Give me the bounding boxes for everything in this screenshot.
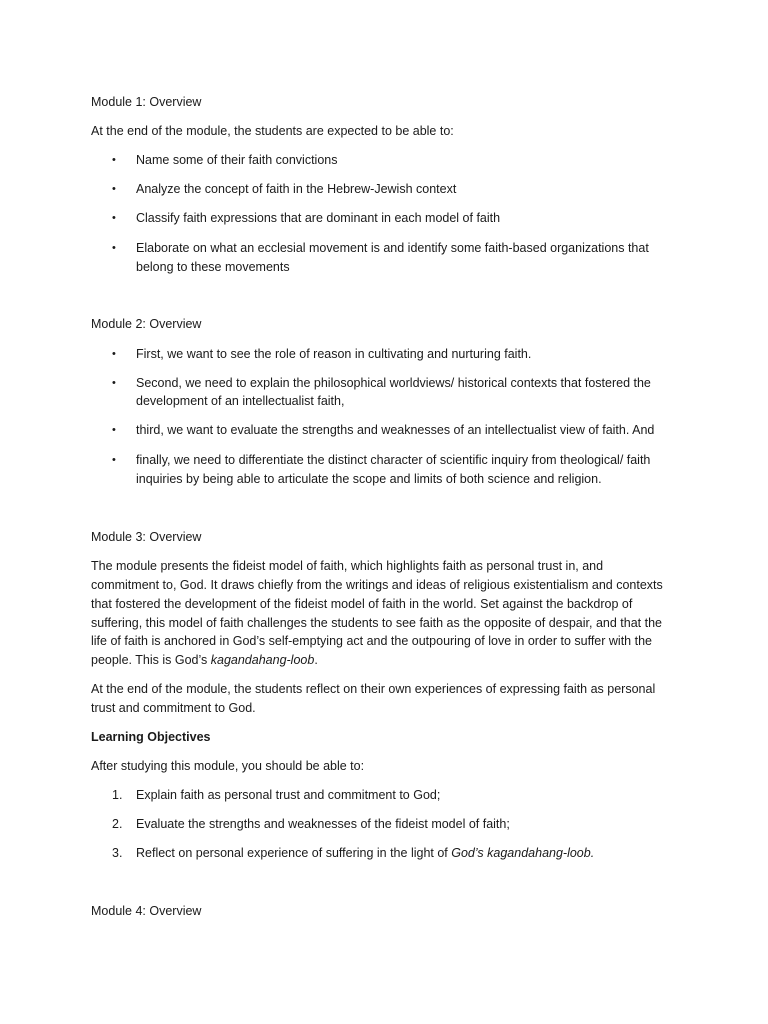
module-3-paragraph-line: commitment to, God. It draws chiefly from the writings and ideas of religious existentialism and contexts bbox=[91, 578, 663, 592]
module-1-item-continued: belong to these movements bbox=[136, 260, 290, 274]
module-3-reflect-line: At the end of the module, the students reflect on their own experiences of expressing faith as personal bbox=[91, 682, 656, 696]
bullet: • bbox=[112, 454, 116, 466]
module-2-item: First, we want to see the role of reason in cultivating and nurturing faith. bbox=[136, 347, 532, 361]
objectives-intro: After studying this module, you should be able to: bbox=[91, 759, 365, 773]
module-1-item: Elaborate on what an ecclesial movement is and identify some faith-based organizations that bbox=[136, 241, 649, 255]
module-2-item: third, we want to evaluate the strengths and weaknesses of an intellectualist view of faith. And bbox=[136, 423, 655, 437]
bullet: • bbox=[112, 154, 116, 166]
bullet: • bbox=[112, 212, 116, 224]
objective-number: 3. bbox=[112, 846, 123, 860]
module-1-item: Classify faith expressions that are dominant in each model of faith bbox=[136, 211, 501, 225]
module-3-paragraph-last-line: people. This is God’s kagandahang-loob. bbox=[91, 653, 318, 667]
objective-number: 1. bbox=[112, 788, 123, 802]
module-2-item: finally, we need to differentiate the distinct character of scientific inquiry from theological/ faith bbox=[136, 453, 651, 467]
module-3-paragraph-line: life of faith is anchored in God’s self-emptying act and the outpouring of love in order to suffer with the bbox=[91, 634, 652, 648]
bullet: • bbox=[112, 242, 116, 254]
module-3-paragraph-line: suffering, this model of faith challenges the students to see faith as the opposite of despair, and that the bbox=[91, 616, 662, 630]
bullet: • bbox=[112, 348, 116, 360]
bullet: • bbox=[112, 377, 116, 389]
module-1-item: Analyze the concept of faith in the Hebrew-Jewish context bbox=[136, 182, 457, 196]
module-2-item: Second, we need to explain the philosophical worldviews/ historical contexts that fostered the bbox=[136, 376, 651, 390]
module-1-intro: At the end of the module, the students are expected to be able to: bbox=[91, 124, 454, 138]
objective-text: Reflect on personal experience of suffering in the light of God’s kagandahang-loob. bbox=[136, 846, 595, 860]
module-1-heading: Module 1: Overview bbox=[91, 95, 202, 109]
module-3-heading: Module 3: Overview bbox=[91, 530, 202, 544]
module-2-item-continued: inquiries by being able to articulate the scope and limits of both science and religion. bbox=[136, 472, 602, 486]
objective-number: 2. bbox=[112, 817, 123, 831]
module-3-reflect-line: trust and commitment to God. bbox=[91, 701, 256, 715]
bullet: • bbox=[112, 183, 116, 195]
module-2-item-continued: development of an intellectualist faith, bbox=[136, 394, 345, 408]
module-1-item: Name some of their faith convictions bbox=[136, 153, 338, 167]
module-3-paragraph-line: The module presents the fideist model of faith, which highlights faith as personal trust in, and bbox=[91, 559, 604, 573]
module-3-paragraph-line: that fostered the development of the fideist model of faith in the world. Set against the backdrop of bbox=[91, 597, 633, 611]
module-4-heading: Module 4: Overview bbox=[91, 904, 202, 918]
learning-objectives-heading: Learning Objectives bbox=[91, 730, 211, 744]
objective-text: Explain faith as personal trust and commitment to God; bbox=[136, 788, 441, 802]
objective-text: Evaluate the strengths and weaknesses of the fideist model of faith; bbox=[136, 817, 510, 831]
module-2-heading: Module 2: Overview bbox=[91, 317, 202, 331]
bullet: • bbox=[112, 424, 116, 436]
